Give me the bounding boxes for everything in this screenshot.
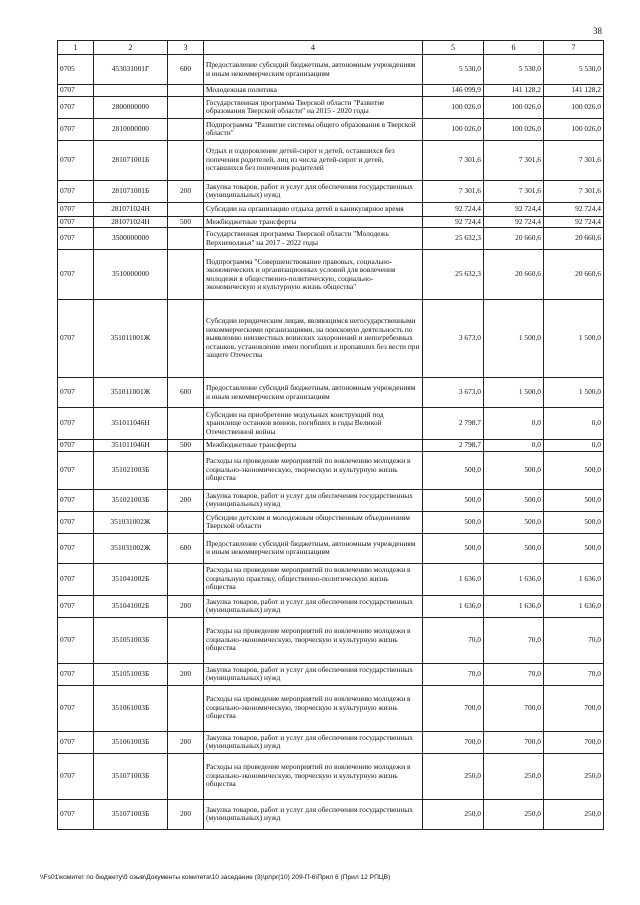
expense-type-cell: 600	[168, 55, 204, 85]
amount-cell: 700,0	[423, 685, 484, 731]
amount-cell: 7 301,6	[484, 140, 544, 180]
amount-cell: 20 660,6	[484, 250, 544, 300]
amount-cell: 1 636,0	[484, 595, 544, 617]
item-name-cell: Расходы на проведение мероприятий по вовлечению молодежи в социально-экономическую, творческую и культурную жизнь общества	[204, 451, 423, 489]
amount-cell: 70,0	[544, 617, 604, 663]
amount-cell: 500,0	[484, 511, 544, 533]
amount-cell: 5 530,0	[544, 55, 604, 85]
table-row	[58, 55, 604, 85]
column-header: 2	[94, 41, 168, 55]
amount-cell: 70,0	[423, 617, 484, 663]
item-name-cell: Субсидии на организацию отдыха детей в каникулярное время	[204, 202, 423, 216]
expense-type-cell	[168, 563, 204, 595]
table-row	[58, 140, 604, 180]
section-cell: 0707	[58, 799, 94, 829]
amount-cell: 500,0	[544, 533, 604, 563]
section-cell: 0707	[58, 563, 94, 595]
amount-cell: 92 724,4	[544, 216, 604, 228]
item-name-cell: Закупка товаров, работ и услуг для обеспечения государственных (муниципальных) нужд	[204, 799, 423, 829]
target-code-cell: 281071001Б	[94, 140, 168, 180]
amount-cell: 1 500,0	[484, 300, 544, 378]
item-name-cell: Государственная программа Тверской области "Развитие образования Тверской области" на 2015 - 2020 годы	[204, 96, 423, 118]
expense-type-cell	[168, 408, 204, 440]
section-cell: 0707	[58, 685, 94, 731]
table-row	[58, 216, 604, 228]
column-header: 1	[58, 41, 94, 55]
amount-cell: 7 301,6	[484, 180, 544, 202]
item-name-cell: Межбюджетные трансферты	[204, 216, 423, 228]
amount-cell: 20 660,6	[544, 228, 604, 250]
page-number: 38	[593, 26, 602, 36]
item-name-cell: Государственная программа Тверской области "Молодежь Верхневолжья" на 2017 - 2022 годы	[204, 228, 423, 250]
amount-cell: 92 724,4	[423, 216, 484, 228]
amount-cell: 20 660,6	[484, 228, 544, 250]
section-cell: 0707	[58, 250, 94, 300]
expense-type-cell	[168, 300, 204, 378]
target-code-cell: 351011046Н	[94, 408, 168, 440]
target-code-cell: 351031002Ж	[94, 511, 168, 533]
amount-cell: 7 301,6	[544, 140, 604, 180]
target-code-cell	[94, 85, 168, 97]
expense-type-cell: 200	[168, 489, 204, 511]
amount-cell: 0,0	[484, 408, 544, 440]
amount-cell: 92 724,4	[544, 202, 604, 216]
amount-cell: 7 301,6	[423, 140, 484, 180]
expense-type-cell: 600	[168, 533, 204, 563]
target-code-cell: 351031002Ж	[94, 533, 168, 563]
target-code-cell: 453031001Г	[94, 55, 168, 85]
amount-cell: 25 632,3	[423, 250, 484, 300]
amount-cell: 1 500,0	[544, 378, 604, 408]
table-row	[58, 202, 604, 216]
table-row	[58, 180, 604, 202]
amount-cell: 5 530,0	[484, 55, 544, 85]
table-row	[58, 511, 604, 533]
amount-cell: 700,0	[544, 685, 604, 731]
amount-cell: 700,0	[423, 731, 484, 753]
item-name-cell: Закупка товаров, работ и услуг для обеспечения государственных (муниципальных) нужд	[204, 731, 423, 753]
expense-type-cell: 200	[168, 731, 204, 753]
section-cell: 0707	[58, 617, 94, 663]
amount-cell: 700,0	[484, 731, 544, 753]
amount-cell: 500,0	[544, 489, 604, 511]
item-name-cell: Расходы на проведение мероприятий по вовлечению молодежи в социальную практику, общественно-политическую жизнь общества	[204, 563, 423, 595]
amount-cell: 500,0	[544, 451, 604, 489]
expense-type-cell: 500	[168, 216, 204, 228]
amount-cell: 141 128,2	[484, 85, 544, 97]
amount-cell: 70,0	[484, 617, 544, 663]
expense-type-cell	[168, 753, 204, 799]
amount-cell: 7 301,6	[423, 180, 484, 202]
expense-type-cell: 200	[168, 799, 204, 829]
item-name-cell: Расходы на проведение мероприятий по вовлечению молодежи в социально-экономическую, творческую и культурную жизнь общества	[204, 685, 423, 731]
amount-cell: 1 636,0	[544, 563, 604, 595]
expense-type-cell	[168, 85, 204, 97]
table-row	[58, 617, 604, 663]
target-code-cell: 351011001Ж	[94, 378, 168, 408]
section-cell: 0707	[58, 118, 94, 140]
section-cell: 0707	[58, 753, 94, 799]
amount-cell: 100 026,0	[544, 96, 604, 118]
amount-cell: 700,0	[484, 685, 544, 731]
amount-cell: 146 099,9	[423, 85, 484, 97]
section-cell: 0707	[58, 300, 94, 378]
amount-cell: 0,0	[484, 440, 544, 452]
expense-type-cell: 200	[168, 663, 204, 685]
section-cell: 0705	[58, 55, 94, 85]
table-row	[58, 408, 604, 440]
item-name-cell: Межбюджетные трансферты	[204, 440, 423, 452]
amount-cell: 92 724,4	[423, 202, 484, 216]
target-code-cell: 2800000000	[94, 96, 168, 118]
amount-cell: 100 026,0	[484, 118, 544, 140]
amount-cell: 100 026,0	[423, 118, 484, 140]
amount-cell: 250,0	[544, 799, 604, 829]
target-code-cell: 281071024Н	[94, 216, 168, 228]
table-row	[58, 118, 604, 140]
amount-cell: 25 632,3	[423, 228, 484, 250]
section-cell: 0707	[58, 85, 94, 97]
amount-cell: 2 798,7	[423, 408, 484, 440]
item-name-cell: Предоставление субсидий бюджетным, автономным учреждениям и иным некоммерческим организациям	[204, 533, 423, 563]
amount-cell: 1 500,0	[544, 300, 604, 378]
amount-cell: 500,0	[423, 489, 484, 511]
expense-type-cell	[168, 140, 204, 180]
column-header: 4	[204, 41, 423, 55]
amount-cell: 500,0	[484, 489, 544, 511]
item-name-cell: Расходы на проведение мероприятий по вовлечению молодежи в социально-экономическую, творческую и культурную жизнь общества	[204, 753, 423, 799]
amount-cell: 250,0	[484, 753, 544, 799]
table-row	[58, 533, 604, 563]
amount-cell: 2 798,7	[423, 440, 484, 452]
amount-cell: 500,0	[423, 533, 484, 563]
section-cell: 0707	[58, 378, 94, 408]
section-cell: 0707	[58, 216, 94, 228]
amount-cell: 7 301,6	[544, 180, 604, 202]
section-cell: 0707	[58, 202, 94, 216]
expense-type-cell	[168, 617, 204, 663]
amount-cell: 700,0	[544, 731, 604, 753]
table-row	[58, 595, 604, 617]
target-code-cell: 281071024Н	[94, 202, 168, 216]
amount-cell: 500,0	[544, 511, 604, 533]
target-code-cell: 3500000000	[94, 228, 168, 250]
amount-cell: 0,0	[544, 440, 604, 452]
table-row	[58, 300, 604, 378]
section-cell: 0707	[58, 489, 94, 511]
target-code-cell: 351021003Б	[94, 451, 168, 489]
target-code-cell: 281071001Б	[94, 180, 168, 202]
amount-cell: 0,0	[544, 408, 604, 440]
amount-cell: 250,0	[423, 799, 484, 829]
table-row	[58, 440, 604, 452]
target-code-cell: 351061003Б	[94, 685, 168, 731]
table-row	[58, 250, 604, 300]
amount-cell: 70,0	[423, 663, 484, 685]
table-row	[58, 563, 604, 595]
amount-cell: 500,0	[484, 533, 544, 563]
amount-cell: 70,0	[484, 663, 544, 685]
section-cell: 0707	[58, 140, 94, 180]
item-name-cell: Предоставление субсидий бюджетным, автономным учреждениям и иным некоммерческим организациям	[204, 55, 423, 85]
amount-cell: 1 636,0	[423, 563, 484, 595]
expense-type-cell: 600	[168, 378, 204, 408]
section-cell: 0707	[58, 451, 94, 489]
section-cell: 0707	[58, 595, 94, 617]
target-code-cell: 2810000000	[94, 118, 168, 140]
section-cell: 0707	[58, 731, 94, 753]
target-code-cell: 351041002Б	[94, 595, 168, 617]
section-cell: 0707	[58, 440, 94, 452]
item-name-cell: Субсидии юридическим лицам, являющимся негосударственными некоммерческими организациями, на поисковую деятельность по выявлению неизвестных воинских захоронений и непогребенных останков, установление имен погибших и пропавших без вести при защите Отечества	[204, 300, 423, 378]
expense-type-cell	[168, 118, 204, 140]
amount-cell: 1 636,0	[484, 563, 544, 595]
amount-cell: 70,0	[544, 663, 604, 685]
target-code-cell: 351071003Б	[94, 799, 168, 829]
item-name-cell: Закупка товаров, работ и услуг для обеспечения государственных (муниципальных) нужд	[204, 180, 423, 202]
amount-cell: 100 026,0	[484, 96, 544, 118]
table-row	[58, 451, 604, 489]
target-code-cell: 351051003Б	[94, 663, 168, 685]
target-code-cell: 351021003Б	[94, 489, 168, 511]
amount-cell: 100 026,0	[423, 96, 484, 118]
table-row	[58, 96, 604, 118]
table-row	[58, 85, 604, 97]
item-name-cell: Субсидии детским и молодежным общественным объединениям Тверской области	[204, 511, 423, 533]
item-name-cell: Молодежная политика	[204, 85, 423, 97]
item-name-cell: Закупка товаров, работ и услуг для обеспечения государственных (муниципальных) нужд	[204, 489, 423, 511]
section-cell: 0707	[58, 663, 94, 685]
target-code-cell: 351041002Б	[94, 563, 168, 595]
item-name-cell: Закупка товаров, работ и услуг для обеспечения государственных (муниципальных) нужд	[204, 663, 423, 685]
item-name-cell: Отдых и оздоровление детей-сирот и детей, оставшихся без попечения родителей, лиц из числа детей-сирот и детей, оставшихся без попечения родителей	[204, 140, 423, 180]
target-code-cell: 3510000000	[94, 250, 168, 300]
section-cell: 0707	[58, 96, 94, 118]
column-header: 6	[484, 41, 544, 55]
amount-cell: 100 026,0	[544, 118, 604, 140]
expense-type-cell	[168, 511, 204, 533]
expense-type-cell	[168, 250, 204, 300]
item-name-cell: Закупка товаров, работ и услуг для обеспечения государственных (муниципальных) нужд	[204, 595, 423, 617]
column-header: 7	[544, 41, 604, 55]
target-code-cell: 351061003Б	[94, 731, 168, 753]
column-header: 3	[168, 41, 204, 55]
amount-cell: 92 724,4	[484, 202, 544, 216]
amount-cell: 92 724,4	[484, 216, 544, 228]
amount-cell: 3 673,0	[423, 300, 484, 378]
amount-cell: 141 128,2	[544, 85, 604, 97]
amount-cell: 500,0	[423, 511, 484, 533]
section-cell: 0707	[58, 408, 94, 440]
expense-type-cell: 200	[168, 595, 204, 617]
amount-cell: 1 500,0	[484, 378, 544, 408]
table-row	[58, 663, 604, 685]
target-code-cell: 351011046Н	[94, 440, 168, 452]
item-name-cell: Расходы на проведение мероприятий по вовлечению молодежи в социально-экономическую, творческую и культурную жизнь общества	[204, 617, 423, 663]
column-header: 5	[423, 41, 484, 55]
target-code-cell: 351011001Ж	[94, 300, 168, 378]
amount-cell: 5 530,0	[423, 55, 484, 85]
section-cell: 0707	[58, 533, 94, 563]
table-row	[58, 489, 604, 511]
table-row	[58, 228, 604, 250]
amount-cell: 250,0	[544, 753, 604, 799]
expense-type-cell	[168, 451, 204, 489]
target-code-cell: 351071003Б	[94, 753, 168, 799]
header-row	[58, 41, 604, 55]
budget-table	[57, 40, 604, 830]
amount-cell: 20 660,6	[544, 250, 604, 300]
amount-cell: 500,0	[484, 451, 544, 489]
table-row	[58, 753, 604, 799]
amount-cell: 1 636,0	[423, 595, 484, 617]
expense-type-cell	[168, 228, 204, 250]
amount-cell: 250,0	[484, 799, 544, 829]
table-row	[58, 731, 604, 753]
table-row	[58, 685, 604, 731]
amount-cell: 3 673,0	[423, 378, 484, 408]
item-name-cell: Подпрограмма "Развитие системы общего образования в Тверской области"	[204, 118, 423, 140]
section-cell: 0707	[58, 511, 94, 533]
expense-type-cell: 500	[168, 440, 204, 452]
amount-cell: 1 636,0	[544, 595, 604, 617]
item-name-cell: Подпрограмма "Совершенствование правовых, социально-экономических и организационных условий для вовлечения молодежи в общественно-политическую, социально-экономическую и культурную жизнь общества"	[204, 250, 423, 300]
item-name-cell: Субсидии на приобретение модульных конструкций под хранилище останков воинов, погибших в годы Великой Отечественной войны	[204, 408, 423, 440]
section-cell: 0707	[58, 180, 94, 202]
expense-type-cell	[168, 685, 204, 731]
expense-type-cell	[168, 96, 204, 118]
section-cell: 0707	[58, 228, 94, 250]
item-name-cell: Предоставление субсидий бюджетным, автономным учреждениям и иным некоммерческим организациям	[204, 378, 423, 408]
expense-type-cell: 200	[168, 180, 204, 202]
amount-cell: 500,0	[423, 451, 484, 489]
amount-cell: 250,0	[423, 753, 484, 799]
table-row	[58, 799, 604, 829]
target-code-cell: 351051003Б	[94, 617, 168, 663]
file-path-footer: \\Fs01\комитет по бюджету\б озыв\Документы комитета\10 заседание (3)\pr\pr(10) 209-П-6\Прил 6 (Прил 12 РПЦВ)	[40, 874, 391, 881]
table-row	[58, 378, 604, 408]
expense-type-cell	[168, 202, 204, 216]
